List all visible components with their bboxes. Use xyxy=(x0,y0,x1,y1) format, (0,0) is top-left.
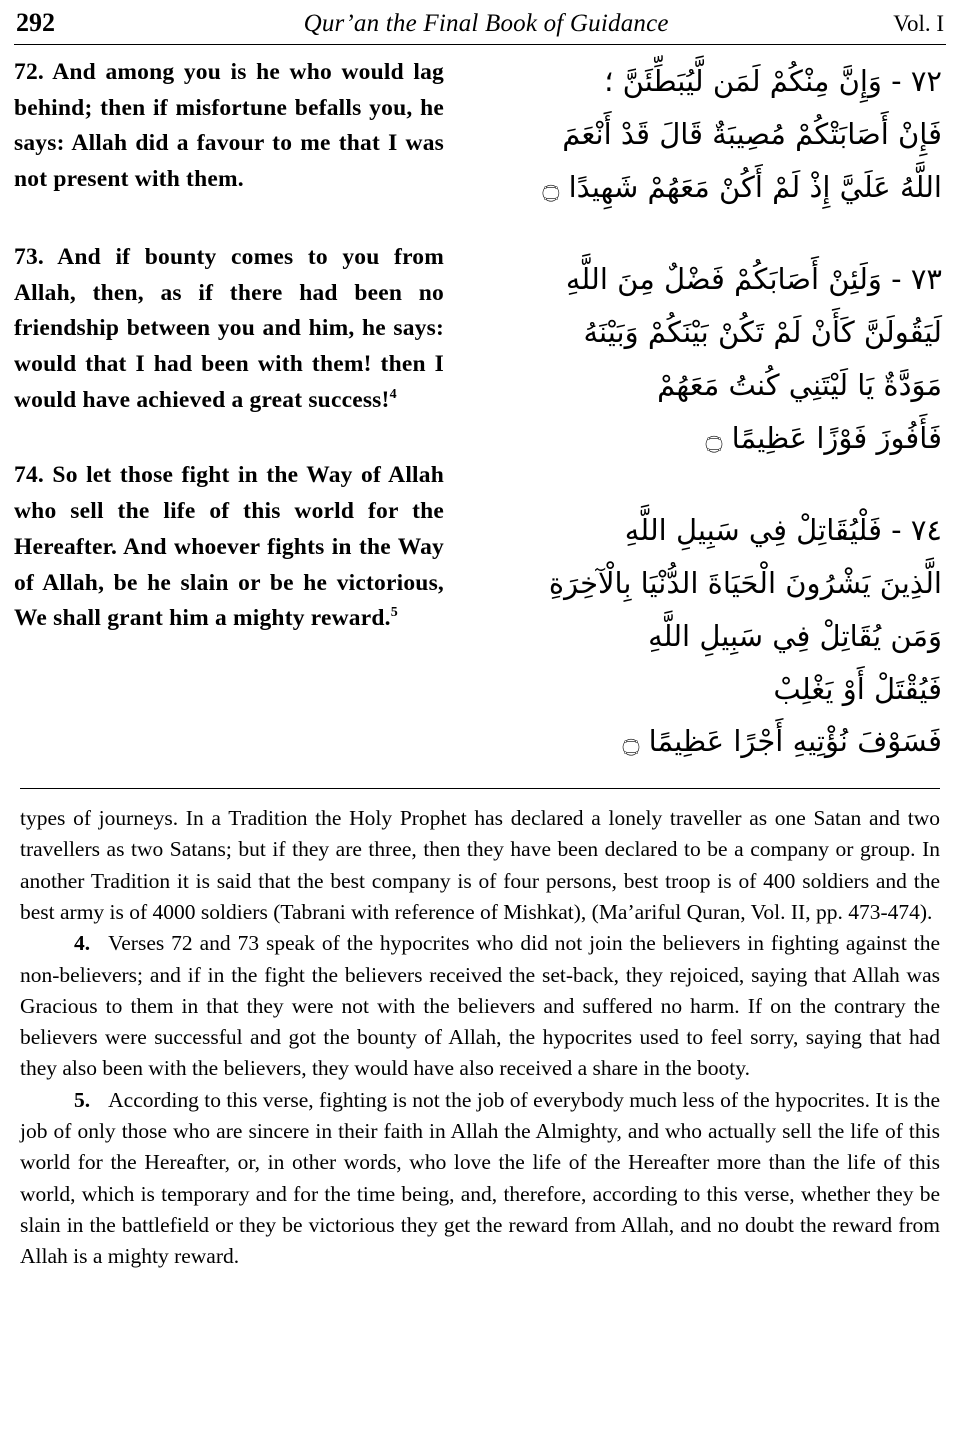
verse-number-72: 72. xyxy=(14,59,44,85)
arabic-block-73 xyxy=(460,253,946,464)
arabic-line: مَوَدَّةٌ يَا لَيْتَنِي كُنتُ مَعَهُمْ xyxy=(657,367,942,402)
commentary-note-4 xyxy=(20,928,940,1084)
arabic-line: لَيَقُولَنَّ كَأَنْ لَمْ تَكُنْ بَيْنَكُمْ وَبَيْنَهُ xyxy=(583,315,942,350)
arabic-line: ٧٣ - وَلَئِنْ أَصَابَكُمْ فَضْلٌ مِنَ اللَّهِ xyxy=(565,262,942,297)
verse-text-73: And if bounty comes to you from Allah, then, as if there had been no friendship between you and him, he says: would that I had been with them! then I would have achieved a great success! xyxy=(14,243,444,413)
note-text-4: Verses 72 and 73 speak of the hypocrites who did not join the believers in fighting against the non-believers; and if in the fight the believers received the set-back, they rejoiced, saying that Allah was Gracious to them in that they were not with the believers and suffered no harm. If on the contrary the believers were successful and got the bounty of Allah, the hypocrites used to feel sorry, saying that had they also been with the believers, they would have also received a share in the booty. xyxy=(20,931,940,1081)
footnote-marker-5: 5 xyxy=(390,605,398,621)
arabic-line: ٧٢ - وَإِنَّ مِنْكُمْ لَمَن لَّيُبَطِّئَنَّ ؛ xyxy=(604,64,942,98)
arabic-line: فَأَفُوزَ فَوْزًا عَظِيمًا ۝ xyxy=(705,420,942,455)
arabic-line: وَمَن يُقَاتِلْ فِي سَبِيلِ اللَّهِ xyxy=(648,618,942,653)
arabic-line: اللَّهُ عَلَيَّ إِذْ لَمْ أَكُنْ مَعَهُمْ شَهِيدًا ۝ xyxy=(542,169,942,204)
verse-area xyxy=(14,55,946,774)
verse-block-72 xyxy=(14,55,444,198)
verse-number-73: 73. xyxy=(14,243,44,270)
verse-text-72: And among you is he who would lag behind; then if misfortune befalls you, he says: Allah did a favour to me that I was not present with them. xyxy=(14,59,445,193)
volume-label: Vol. I xyxy=(893,11,944,36)
header-divider xyxy=(14,44,946,45)
commentary-continuation: types of journeys. In a Tradition the Holy Prophet has declared a lonely traveller as one Satan and two travellers as two Satans; but if they are three, then they have been declared to be a company or group. In another Tradition it is said that the best company is of four persons, best troop is of 400 soldiers and the best army is of 4000 soldiers (Tabrani with reference of Mishkat), (Ma’ariful Quran, Vol. II, pp. 473-474). xyxy=(20,806,940,925)
verse-text-74: So let those fight in the Way of Allah who sell the life of this world for the Hereafter. And whoever fights in the Way of Allah, be he slain or be he victorious, We shall grant him a mighty reward. xyxy=(14,462,444,632)
arabic-column xyxy=(460,55,946,774)
verse-number-74: 74. xyxy=(14,462,44,489)
commentary-divider xyxy=(20,788,940,789)
commentary-section xyxy=(14,803,946,1272)
arabic-line: ٧٤ - فَلْيُقَاتِلْ فِي سَبِيلِ اللَّهِ xyxy=(624,513,942,548)
commentary-note-5 xyxy=(20,1085,940,1273)
verse-block-74 xyxy=(14,458,444,637)
arabic-line: فَيُقْتَلْ أَوْ يَغْلِبْ xyxy=(773,671,942,706)
arabic-line: فَإِنْ أَصَابَتْكُمْ مُصِيبَةٌ قَالَ قَدْ أَنْعَمَ xyxy=(562,116,942,151)
arabic-block-72 xyxy=(460,55,946,213)
arabic-line: فَسَوْفَ نُؤْتِيهِ أَجْرًا عَظِيمًا ۝ xyxy=(622,724,942,759)
note-number-4: 4. xyxy=(74,931,91,956)
footnote-marker-4: 4 xyxy=(389,386,397,402)
running-head xyxy=(14,8,946,42)
note-number-5: 5. xyxy=(74,1087,91,1112)
page-number: 292 xyxy=(16,8,55,37)
translation-column xyxy=(14,55,444,774)
arabic-block-74 xyxy=(460,504,946,768)
verse-block-73 xyxy=(14,240,444,419)
book-title: Qur’an the Final Book of Guidance xyxy=(303,10,669,37)
arabic-line: الَّذِينَ يَشْرُونَ الْحَيَاةَ الدُّنْيَا بِالْآخِرَةِ xyxy=(548,566,942,601)
note-text-5: According to this verse, fighting is not the job of everybody much less of the hypocrites. It is the job of only those who are sincere in their faith in Allah the Almighty, and who actually sell the life of this world for the Hereafter, or, in other words, who love the life of the Hereafter more than the life of this world, which is temporary and for the time being, and, therefore, according to this verse, whether they be slain in the battlefield or they be victorious they get the reward from Allah, and no doubt the reward from Allah is a mighty reward. xyxy=(20,1087,940,1269)
